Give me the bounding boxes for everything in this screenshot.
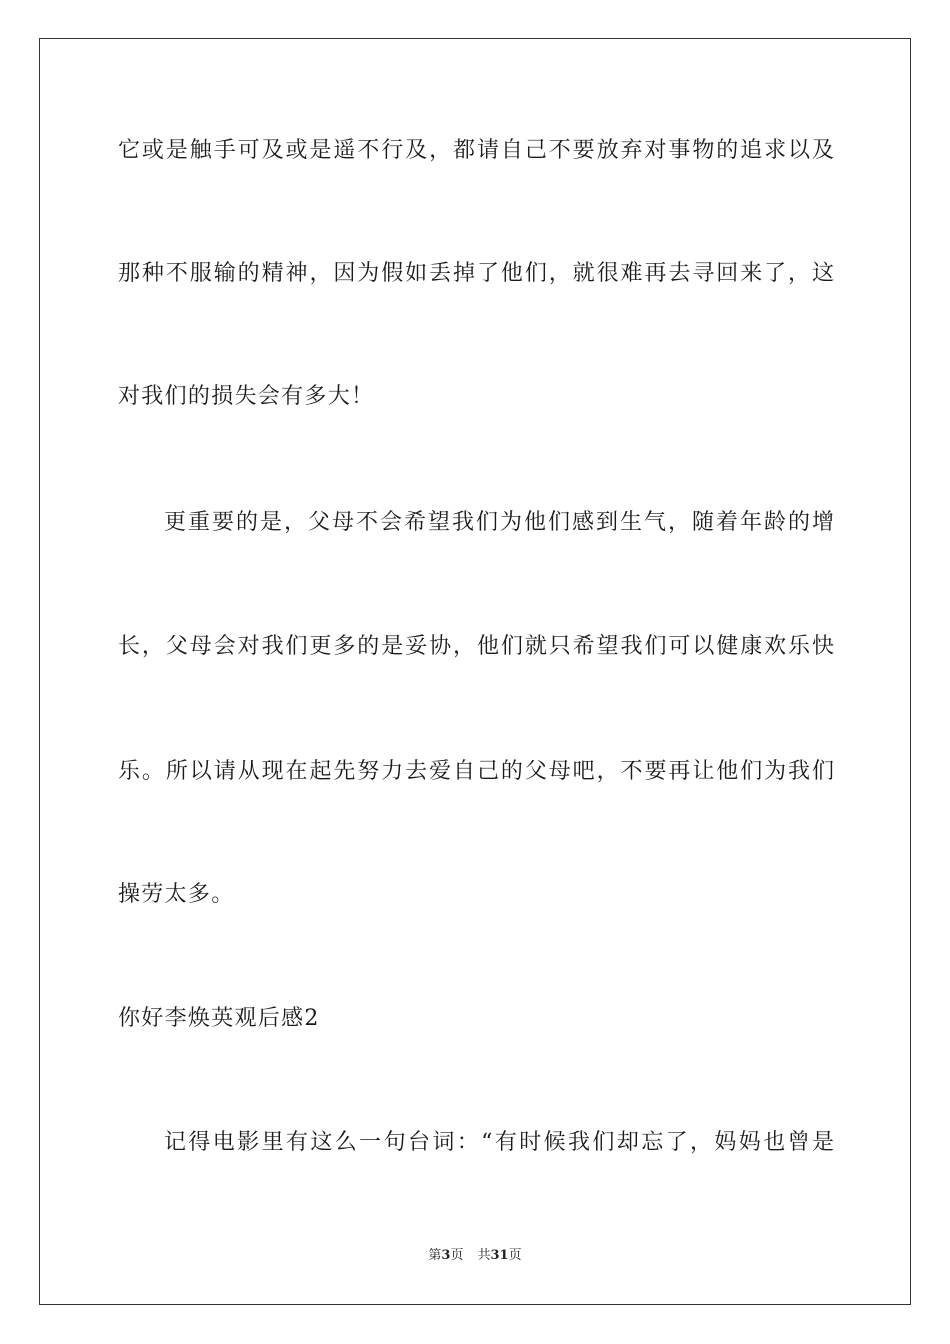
page-border [39,38,911,1305]
page-suffix: 页 [450,1248,464,1263]
paragraph-1-line-3: 对我们的损失会有多大！ [118,384,375,409]
page-prefix: 第 [428,1248,442,1263]
paragraph-1-line-1: 它或是触手可及或是遥不行及，都请自己不要放弃对事物的追求以及 [118,138,834,163]
paragraph-1-line-2: 那种不服输的精神，因为假如丢掉了他们，就很难再去寻回来了，这 [118,261,834,286]
page-footer [0,1247,950,1265]
total-pages-number: 31 [490,1248,509,1263]
paragraph-2-line-4: 操劳太多。 [118,882,235,907]
current-page-number: 3 [441,1248,451,1263]
paragraph-2-line-1: 更重要的是，父母不会希望我们为他们感到生气，随着年龄的增 [164,510,834,535]
section-heading: 你好李焕英观后感2 [118,1006,320,1031]
paragraph-3-line-1: 记得电影里有这么一句台词：“有时候我们却忘了，妈妈也曾是 [164,1130,834,1155]
total-suffix: 页 [508,1248,522,1263]
paragraph-2-line-3: 乐。所以请从现在起先努力去爱自己的父母吧，不要再让他们为我们 [118,759,834,784]
paragraph-2-line-2: 长，父母会对我们更多的是妥协，他们就只希望我们可以健康欢乐快 [118,634,834,659]
total-prefix: 共 [477,1248,491,1263]
